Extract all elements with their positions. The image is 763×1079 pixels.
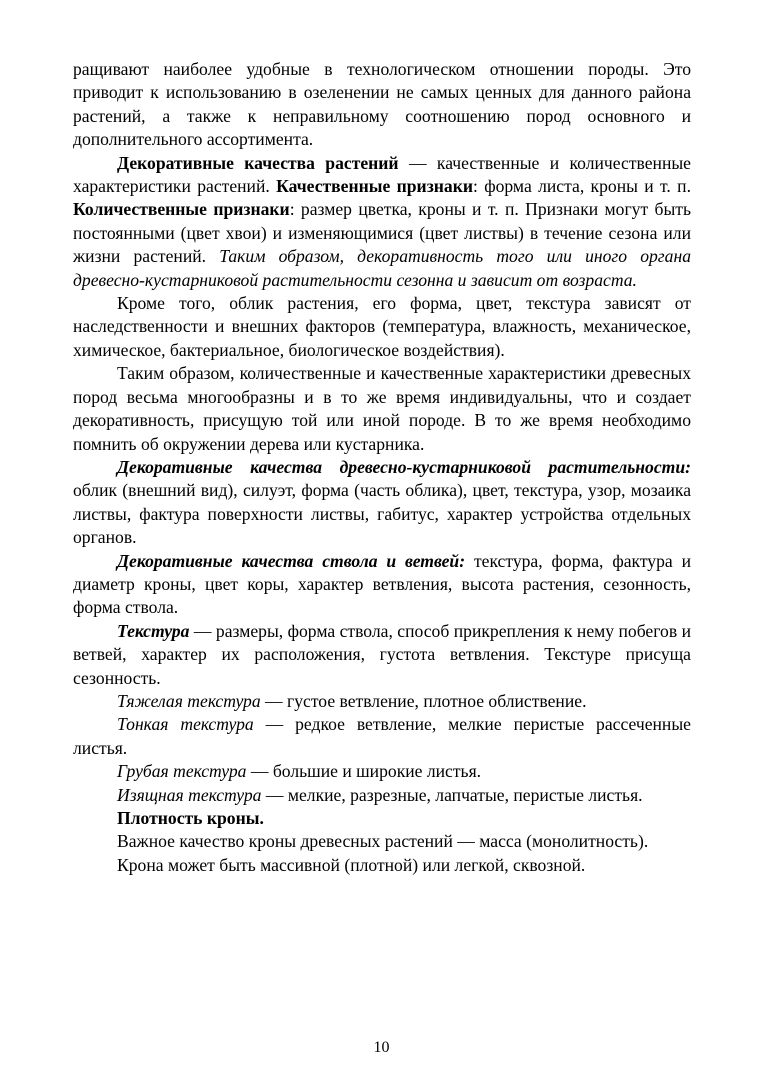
heading-crown-density <box>73 807 691 830</box>
paragraph-14: Крона может быть массивной (плотной) или легкой, сквозной. <box>117 854 586 875</box>
term-decorative-qualities: Декоративные качества растений <box>117 152 399 173</box>
text-segment: — густое ветвление, плотное облиствение. <box>260 690 587 711</box>
paragraph-thin-texture <box>73 713 691 760</box>
term-elegant-texture: Изящная текстура <box>117 784 262 805</box>
italic-conclusion: Таким образом, декоративность того или иного органа древесно-кустарниковой растительности сезонна и зависит от возраста. <box>73 246 691 290</box>
paragraph-13: Важное качество кроны древесных растений — масса (монолитность). <box>117 831 649 852</box>
document-body <box>73 58 691 877</box>
text-segment: : размер цветка, кроны и т. п. Признаки могут быть постоянными (цвет хвои) и изменяющимися (цвет листвы) в течение сезона или жизни растений. <box>73 199 692 267</box>
paragraph-elegant-texture <box>73 784 691 807</box>
paragraph-texture <box>73 620 691 690</box>
paragraph-4: Таким образом, количественные и качественные характеристики древесных пород весьма многообразны и в то же время индивидуальны, что и создает декоративность, присущую той или иной породе. В то же время необходимо помнить об окружении дерева или кустарника. <box>73 363 691 454</box>
text-segment: — мелкие, разрезные, лапчатые, перистые листья. <box>261 784 643 805</box>
text-segment: облик (внешний вид), силуэт, форма (часть облика), цвет, текстура, узор, мозаика листвы, фактура поверхности листвы, габитус, характер устройства отдельных органов. <box>73 480 691 548</box>
term-quantitative: Количественные признаки <box>73 199 290 220</box>
text-segment: — качественные и количественные характеристики растений. <box>73 152 691 197</box>
page-number: 10 <box>373 1039 390 1056</box>
paragraph-decorative-qualities <box>73 152 691 292</box>
heading-crown-density-text: Плотность кроны. <box>117 808 264 828</box>
paragraph-heavy-texture <box>73 690 691 713</box>
text-segment: — редкое ветвление, мелкие перистые рассеченные листья. <box>73 714 691 758</box>
term-qualitative: Качественные признаки <box>276 176 473 197</box>
paragraph-tree-shrub-qualities <box>73 456 691 550</box>
text-segment: : форма листа, кроны и т. п. <box>472 176 691 197</box>
paragraph-coarse-texture <box>73 760 691 783</box>
text-segment: — размеры, форма ствола, способ прикрепления к нему побегов и ветвей, характер их расположения, густота ветвления. Текстуре присуща сезонность. <box>73 620 691 688</box>
paragraph-trunk-branches <box>73 550 691 620</box>
paragraph-3: Кроме того, облик растения, его форма, цвет, текстура зависят от наследственности и внешних факторов (температура, влажность, механическое, химическое, бактериальное, биологическое воздействия). <box>73 293 691 360</box>
term-coarse-texture: Грубая текстура <box>117 761 247 782</box>
paragraph-1: ращивают наиболее удобные в технологическом отношении породы. Это приводит к использованию в озеленении не самых ценных для данного района растений, а также к неправильному соотношению пород основного и дополнительного ассортимента. <box>73 59 691 150</box>
term-trunk-branches: Декоративные качества ствола и ветвей: <box>117 550 466 571</box>
term-tree-shrub-qualities: Декоративные качества древесно-кустарниковой растительности: <box>117 456 691 477</box>
text-segment: текстура, форма, фактура и диаметр кроны, цвет коры, характер ветвления, высота растения, сезонность, форма ствола. <box>73 550 691 618</box>
term-texture: Текстура <box>117 620 190 641</box>
term-heavy-texture: Тяжелая текстура <box>117 690 261 711</box>
text-segment: — большие и широкие листья. <box>246 761 482 782</box>
term-thin-texture: Тонкая текстура <box>117 714 254 735</box>
